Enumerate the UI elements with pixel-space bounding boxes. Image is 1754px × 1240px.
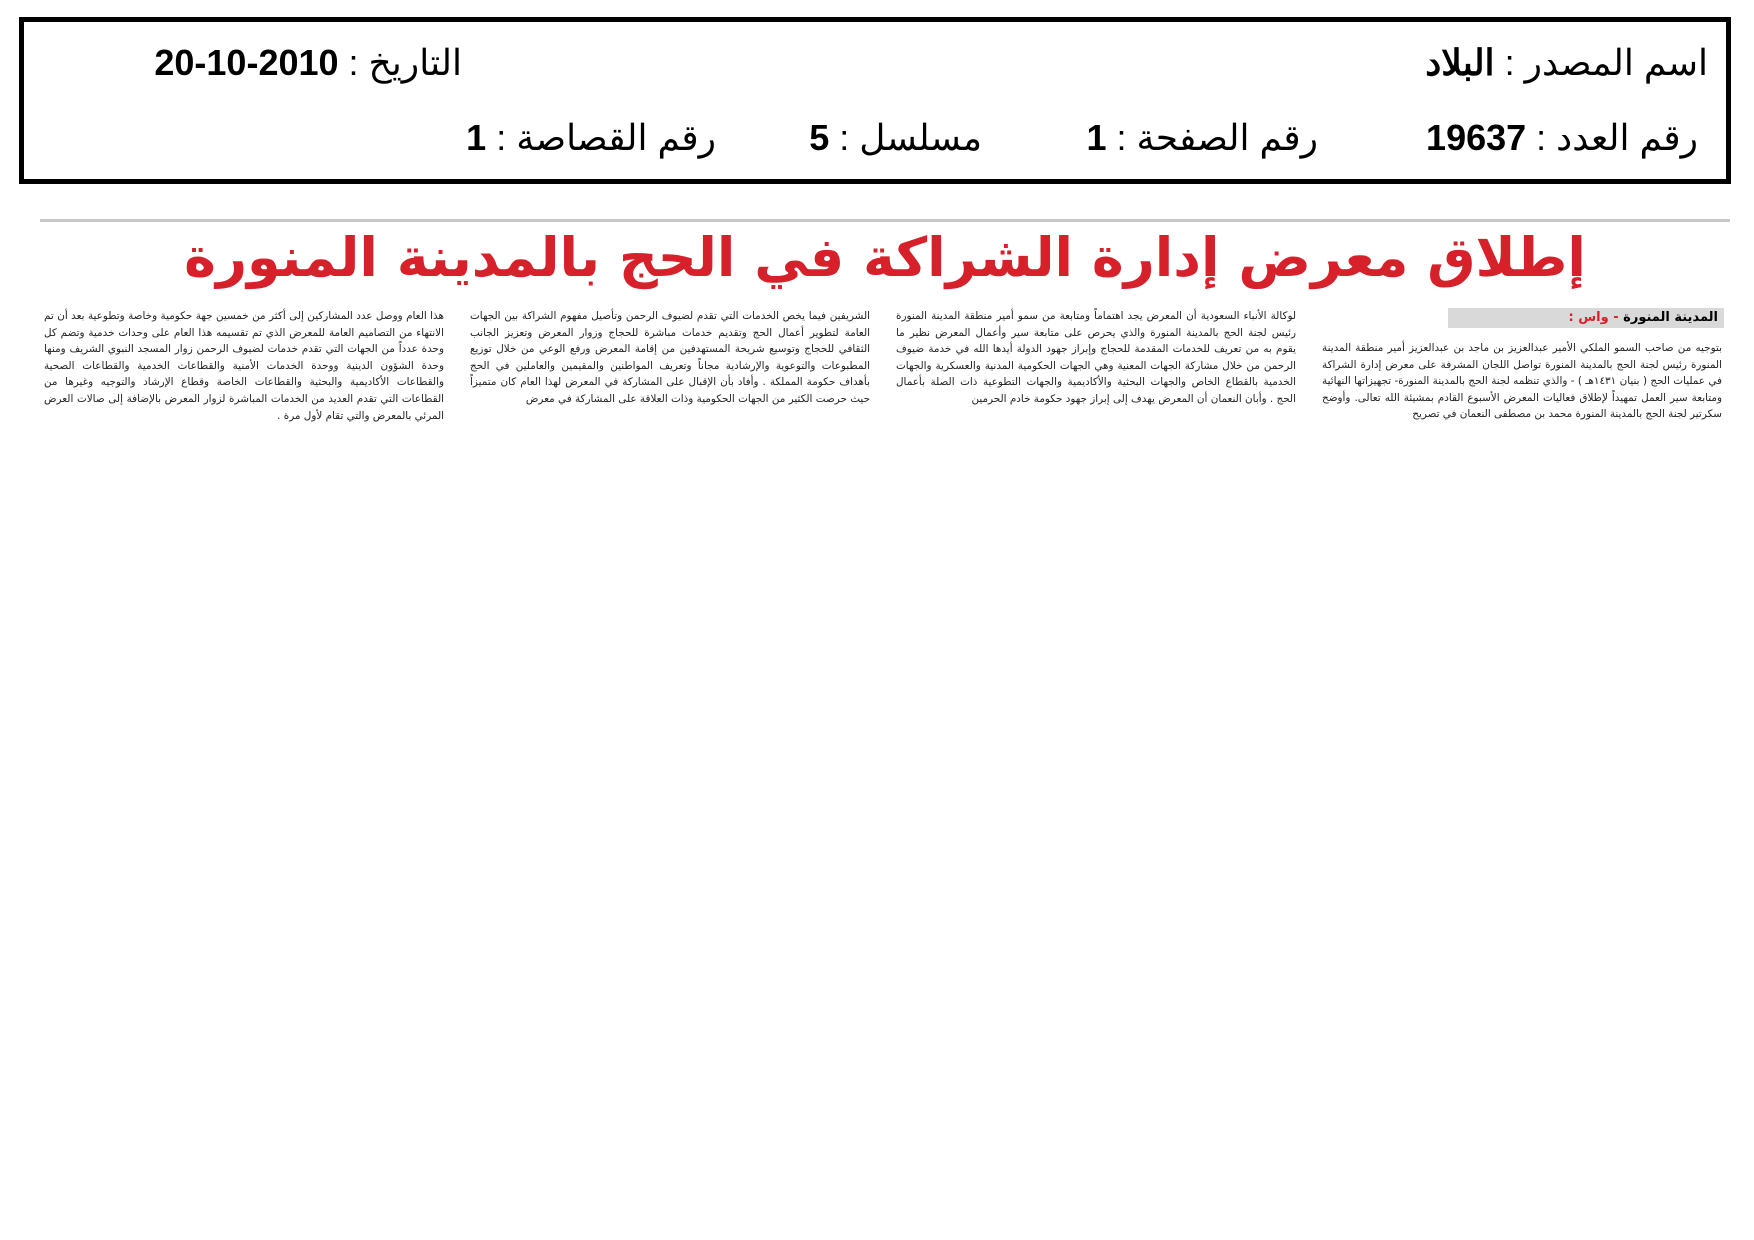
article-headline: إطلاق معرض إدارة الشراكة في الحج بالمدينة المنورة — [184, 226, 1586, 289]
page-field — [1086, 117, 1318, 159]
article-column-text: الشريفين فيما يخص الخدمات التي تقدم لضيوف الرحمن وتأصيل مفهوم الشراكة بين الجهات العامة لتطوير أعمال الحج وتقديم خدمات مباشرة للحجاج وزوار المعرض وتعزيز الجانب الثقافي للحجاج وتوسيع شريحة المستهدفين من إقامة المعرض ورفع الوعي من خلال توزيع المطبوعات والتوعوية والإرشادية مجاناً وتعريف المواطنين والمقيمين والعاملين في الحج بأهداف حكومة المملكة . وأفاد بأن الإقبال على المشاركة في المعرض لهذا العام كان متميزاً حيث حرصت الكثير من الجهات الحكومية وذات العلاقة على المشاركة في معرض — [470, 310, 870, 405]
source-value: البلاد — [1425, 42, 1495, 83]
issue-field — [1426, 117, 1698, 159]
date-label: التاريخ : — [348, 42, 462, 83]
article-column-2 — [896, 308, 1296, 444]
clip-label: رقم القصاصة : — [496, 117, 716, 158]
article-column-text: بتوجيه من صاحب السمو الملكي الأمير عبدالعزيز بن ماجد بن عبدالعزيز أمير منطقة المدينة المنورة رئيس لجنة الحج بالمدينة المنورة تواصل اللجان المشرفة على معرض إدارة الشراكة في عمليات الحج ( بنيان ١٤٣١هـ ) - والذي تنظمه لجنة الحج بالمدينة المنورة- تجهيزاتها النهائية ومتابعة سير العمل تمهيداً لإطلاق فعاليات المعرض الأسبوع القادم بمشيئة الله تعالى. وأوضح سكرتير لجنة الحج بالمدينة المنورة محمد بن مصطفى النعمان في تصريح — [1322, 342, 1722, 421]
clip-field — [466, 117, 716, 159]
article-dateline — [1448, 308, 1724, 328]
serial-label: مسلسل : — [839, 117, 982, 158]
clipping-top-rule — [40, 219, 1730, 222]
date-field — [154, 42, 462, 84]
dateline-city: المدينة المنورة — [1623, 310, 1718, 325]
date-value: 2010-10-20 — [154, 42, 339, 83]
article-column-text: هذا العام ووصل عدد المشاركين إلى أكثر من خمسين جهة حكومية وخاصة وتطوعية بعد أن تم الانتهاء من التصاميم العامة للمعرض الذي تم تقسيمه هذا العام على وحدات خدمية وتضم كل وحدة عدداً من الجهات التي تقدم خدمات لضيوف الرحمن زوار المسجد النبوي الشريف ومنها وحدة الشؤون الدينية ووحدة الخدمات الأمنية والقطاعات الخدمية والقطاعات الصحية والقطاعات الأكاديمية والبحثية والقطاعات الخاصة وقطاع الإرشاد والتوجيه وغيرها من القطاعات التي تقدم العديد من الخدمات المباشرة لزوار المعرض بالإضافة إلى صالات العرض المرئي بالمعرض والتي تقام لأول مرة . — [44, 310, 444, 422]
source-label: اسم المصدر : — [1504, 42, 1708, 83]
serial-field — [809, 117, 982, 159]
page-label: رقم الصفحة : — [1116, 117, 1318, 158]
dateline-agency: - واس : — [1568, 310, 1619, 325]
article-column-3 — [470, 308, 870, 444]
source-field — [1425, 42, 1708, 84]
article-column-text: لوكالة الأنباء السعودية أن المعرض يجد اهتماماً ومتابعة من سمو أمير منطقة المدينة المنورة رئيس لجنة الحج بالمدينة المنورة والذي يحرص على متابعة سير وأعمال المعرض نظير ما يقوم به من تعريف للخدمات المقدمة للحجاج وإبراز جهود الدولة أيدها الله في خدمة ضيوف الرحمن من خلال مشاركة الجهات المعنية وهي الجهات الحكومية المدنية والعسكرية والجهات الخدمية بالقطاع الخاص والجهات البحثية والأكاديمية والجهات التطوعية ذات الصلة بأعمال الحج . وأبان النعمان أن المعرض يهدف إلى إبراز جهود حكومة خادم الحرمين — [896, 310, 1296, 405]
serial-value: 5 — [809, 117, 830, 158]
page-value: 1 — [1086, 117, 1107, 158]
clip-value: 1 — [466, 117, 487, 158]
article-column-1 — [1322, 340, 1722, 444]
issue-value: 19637 — [1426, 117, 1527, 158]
article-column-4 — [44, 308, 444, 444]
issue-label: رقم العدد : — [1536, 117, 1698, 158]
